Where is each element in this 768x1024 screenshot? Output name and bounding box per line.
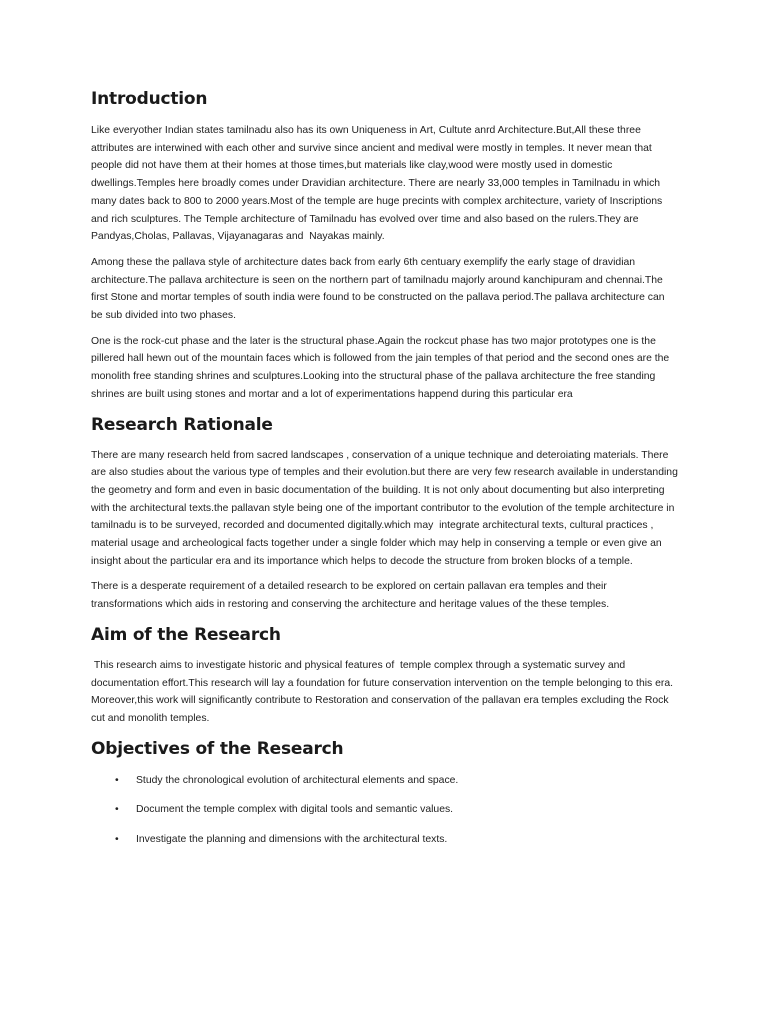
- objective-text: Study the chronological evolution of architectural elements and space.: [136, 774, 459, 786]
- intro-paragraph-3: One is the rock-cut phase and the later is the structural phase.Again the rockcut phase has two major prototypes one is the pillered hall hewn out of the mountain faces which is followed from the jain temples of that period and the second ones are the monolith free standing shrines and sculptures.Looking into the structural phase of the pallava architecture the free standing shrines are built using stones and mortar and a lot of experimentations happend during this particular era: [91, 335, 673, 400]
- heading-objectives-of-research: Objectives of the Research: [91, 738, 344, 759]
- list-item: [91, 772, 678, 790]
- list-item: [91, 801, 678, 819]
- rationale-paragraph-2: There is a desperate requirement of a detailed research to be explored on certain pallavan era temples and their transformations which aids in restoring and conserving the architecture and heritage values of the these temples.: [91, 581, 610, 611]
- heading-research-rationale: Research Rationale: [91, 414, 273, 435]
- objectives-list: [91, 772, 678, 849]
- objective-text: Investigate the planning and dimensions with the architectural texts.: [136, 834, 448, 846]
- rationale-paragraph-1: There are many research held from sacred landscapes , conservation of a unique technique and deteroiating materials. There are also studies about the various type of temples and their evolution.but there are very few research available in understanding the geometry and form and even in basic documentation of the building. It is not only about documenting but also interpreting with the architectural texts.the pallavan style being one of the important contributor to the evolution of the temple architecture in tamilnadu is to be surveyed, recorded and documented digitally.which may integrate architectural texts, cultural practices , material usage and archeological facts together under a single folder which may help in conserving a temple or even give an insight about the particular era and its importance which helps to decode the structure from broken blocks of a temple.: [91, 449, 681, 567]
- objective-text: Document the temple complex with digital tools and semantic values.: [136, 804, 454, 816]
- intro-paragraph-1: Like everyother Indian states tamilnadu also has its own Uniqueness in Art, Cultute anrd Architecture.But,All these three attributes are interwined with each other and survive since ancient and medival were mostly in temples. It never mean that people did not have them at their homes at those times,but materials like clay,wood were mostly used in domestic dwellings.Temples here broadly comes under Dravidian architecture. There are nearly 33,000 temples in Tamilnadu in which many dates back to 800 to 2000 years.Most of the temple are huge precints with complex architecture, variety of Inscriptions and rich sculptures. The Temple architecture of Tamilnadu has evolved over time and also based on the rulers.They are Pandyas,Cholas, Pallavas, Vijayanagaras and Nayakas mainly.: [91, 125, 666, 243]
- bullet-icon: •: [115, 834, 119, 846]
- intro-paragraph-2: Among these the pallava style of architecture dates back from early 6th centuary exemplify the early stage of dravidian architecture.The pallava architecture is seen on the northern part of tamilnadu majorly around kanchipuram and chennai.The first Stone and mortar temples of south india were found to be constructed on the pallava period.The pallava architecture can be sub divided into two phases.: [91, 256, 668, 322]
- heading-introduction: Introduction: [91, 89, 208, 109]
- heading-aim-of-research: Aim of the Research: [91, 624, 281, 645]
- list-item: [91, 831, 678, 849]
- aim-paragraph: This research aims to investigate historic and physical features of temple complex through a systematic survey and documentation effort.This research will lay a foundation for future conservation intervention on the temple belonging to this era. Moreover,this work will significantly contribute to Restoration and conservation of the pallavan era temples excluding the Rock cut and monolith temples.: [91, 659, 676, 724]
- bullet-icon: •: [115, 774, 119, 786]
- bullet-icon: •: [115, 804, 119, 816]
